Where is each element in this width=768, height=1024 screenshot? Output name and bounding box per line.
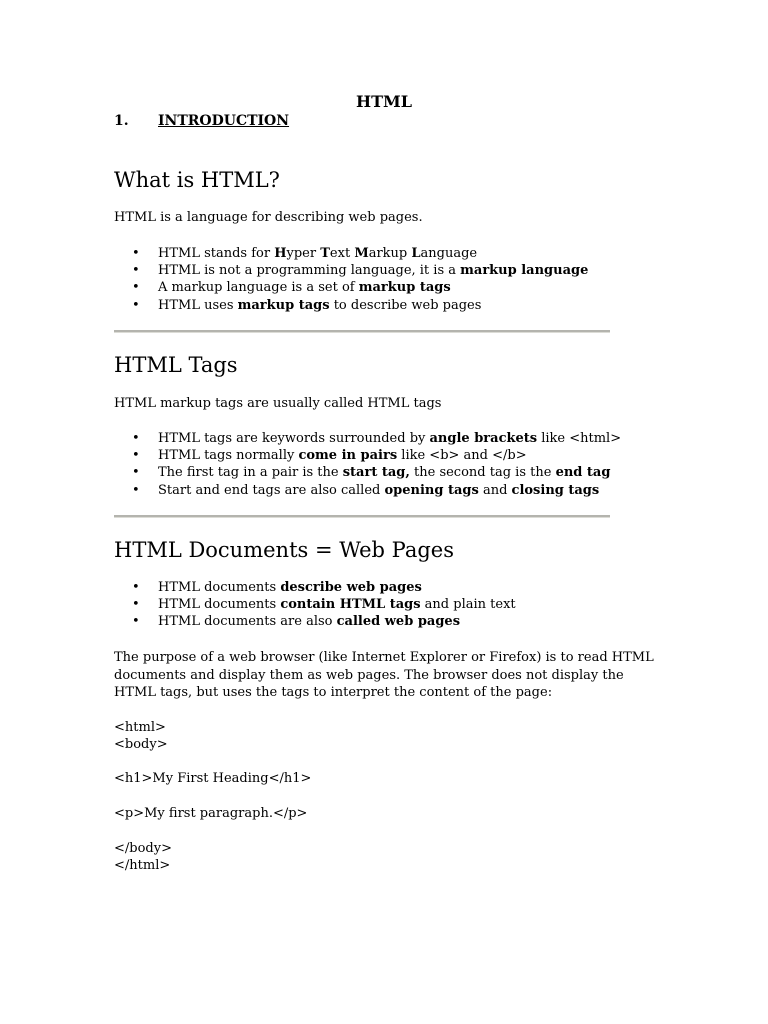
- list-item: [114, 464, 621, 481]
- list-item: [114, 279, 588, 296]
- html-documents-bullets: [114, 579, 516, 631]
- list-item: [114, 297, 588, 314]
- list-item-text: HTML documents: [158, 597, 281, 613]
- bold-text: markup tags: [237, 297, 330, 313]
- browser-purpose-paragraph: The purpose of a web browser (like Internet Explorer or Firefox) is to read HTML documents and display them as web pages. The browser does not display the HTML tags, but uses the tags to interpret the content of the page:: [114, 650, 654, 700]
- list-item: [114, 482, 621, 499]
- bullet-icon: •: [132, 614, 140, 630]
- bold-text: contain HTML tags: [280, 597, 421, 613]
- bullet-icon: •: [132, 448, 140, 464]
- bold-text: called web pages: [336, 614, 461, 630]
- list-item-text: like <b> and </b>: [397, 448, 527, 464]
- bullet-icon: •: [132, 431, 140, 446]
- bullet-icon: •: [132, 580, 140, 595]
- list-item: [114, 613, 516, 630]
- horizontal-rule: [114, 515, 610, 518]
- list-item-text: and: [478, 482, 512, 498]
- bold-text: markup tags: [358, 280, 451, 296]
- bold-text: T: [320, 246, 330, 261]
- bold-text: M: [354, 246, 369, 261]
- heading-html-tags: HTML Tags: [114, 353, 238, 377]
- bold-text: markup language: [460, 263, 589, 279]
- bold-text: closing tags: [511, 482, 600, 498]
- list-item: [114, 447, 621, 464]
- section-number-label: INTRODUCTION: [158, 113, 290, 129]
- list-item-text: Start and end tags are also called: [158, 482, 385, 498]
- list-item: [114, 579, 516, 596]
- bullet-icon: •: [132, 297, 140, 313]
- list-item-text: yper: [286, 246, 321, 261]
- bold-text: come in pairs: [298, 448, 398, 464]
- list-item-text: like <html>: [537, 431, 622, 446]
- bullet-icon: •: [132, 246, 140, 261]
- bullet-icon: •: [132, 482, 140, 498]
- bold-text: H: [274, 246, 287, 261]
- list-item: [114, 596, 516, 613]
- list-item-text: and plain text: [420, 597, 516, 613]
- list-item: [114, 262, 588, 279]
- bold-text: angle brackets: [429, 431, 538, 446]
- list-item-text: anguage: [420, 246, 478, 261]
- list-item-text: HTML documents: [158, 580, 281, 595]
- bullet-icon: •: [132, 465, 140, 481]
- heading-what-is-html: What is HTML?: [114, 168, 280, 192]
- bold-text: opening tags: [384, 482, 479, 498]
- list-item-text: HTML is not a programming language, it is a: [158, 263, 461, 279]
- heading-html-documents: HTML Documents = Web Pages: [114, 538, 455, 562]
- list-item-text: HTML uses: [158, 297, 238, 313]
- list-item-text: A markup language is a set of: [158, 280, 359, 296]
- list-item-text: arkup: [368, 246, 412, 261]
- bullet-icon: •: [132, 280, 140, 296]
- list-item-text: HTML tags are keywords surrounded by: [158, 431, 430, 446]
- bold-text: L: [411, 246, 421, 261]
- code-html-close: </html>: [114, 858, 171, 873]
- html-tags-intro: HTML markup tags are usually called HTML tags: [114, 396, 442, 411]
- html-tags-bullets: [114, 430, 621, 499]
- bold-text: end tag: [555, 465, 611, 481]
- bold-text: start tag,: [342, 465, 410, 481]
- section-number-heading: [114, 112, 289, 130]
- list-item-text: The first tag in a pair is the: [158, 465, 343, 481]
- code-heading-line: <h1>My First Heading</h1>: [114, 771, 312, 786]
- list-item-text: the second tag is the: [409, 465, 556, 481]
- list-item-text: to describe web pages: [329, 297, 482, 313]
- list-item-text: ext: [329, 246, 355, 261]
- list-item: [114, 430, 621, 447]
- code-paragraph-line: <p>My first paragraph.</p>: [114, 806, 308, 821]
- section-number: 1.: [114, 113, 129, 129]
- bullet-icon: •: [132, 263, 140, 279]
- bullet-icon: •: [132, 597, 140, 613]
- list-item: [114, 245, 588, 262]
- code-html-open: <html>: [114, 720, 166, 735]
- list-item-text: HTML tags normally: [158, 448, 299, 464]
- what-is-html-bullets: [114, 245, 588, 314]
- horizontal-rule: [114, 330, 610, 333]
- code-body-open: <body>: [114, 737, 168, 752]
- document-title: HTML: [356, 92, 412, 111]
- list-item-text: HTML documents are also: [158, 614, 337, 630]
- bold-text: describe web pages: [280, 580, 422, 595]
- list-item-text: HTML stands for: [158, 246, 275, 261]
- code-body-close: </body>: [114, 841, 172, 856]
- what-is-html-intro: HTML is a language for describing web pages.: [114, 210, 423, 225]
